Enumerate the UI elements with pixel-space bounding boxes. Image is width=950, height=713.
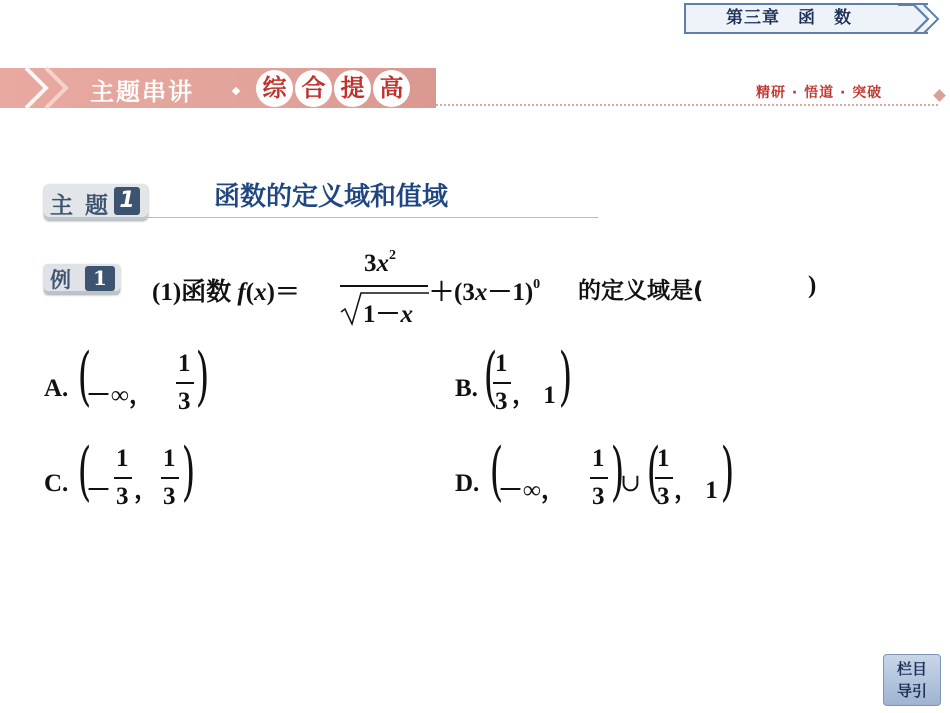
option-b-right: ， 1 <box>512 382 556 409</box>
banner-highlight <box>256 70 410 107</box>
option-d-num1: 1 <box>592 445 605 472</box>
paren-left: ( <box>77 340 92 414</box>
option-d-num2: 1 <box>657 445 670 472</box>
paren-right: ) <box>720 435 735 509</box>
second-term: $+(3x-1)^0$ <box>429 277 541 306</box>
paren-left: ( <box>489 435 504 509</box>
topic-title: 函数的定义域和值域 <box>214 182 449 212</box>
fraction-bar <box>493 382 511 384</box>
fraction-bar <box>161 477 179 479</box>
chevron-right-icon <box>896 0 946 38</box>
term-var: x <box>474 279 488 306</box>
paren-right: ) <box>610 435 625 509</box>
option-b-label[interactable]: B. <box>455 375 478 402</box>
question-suffix-text: 的定义域是( <box>578 278 704 304</box>
option-c-num1: 1 <box>116 445 129 472</box>
paren-right: ) <box>558 340 573 414</box>
option-d-den1: 3 <box>592 483 605 510</box>
topic-label: 主 题 <box>50 193 111 219</box>
den-var: x <box>400 301 414 328</box>
question-suffix <box>578 272 704 305</box>
section-nav-button[interactable] <box>883 654 941 706</box>
den-text: 1－ <box>363 301 401 328</box>
option-c-den1: 3 <box>116 483 129 510</box>
option-d-right: ， 1 <box>674 477 718 504</box>
fraction-denominator <box>363 294 413 330</box>
double-chevron-icon <box>20 66 90 110</box>
fraction-bar <box>114 477 132 479</box>
option-a-num: 1 <box>178 350 191 377</box>
option-a-den: 3 <box>178 388 191 415</box>
topic-number: 1 <box>114 187 140 215</box>
example-number: 1 <box>85 266 115 291</box>
option-c-comma: ， <box>134 477 160 504</box>
num-var: x <box>376 250 389 277</box>
option-c-label[interactable]: C. <box>44 470 69 497</box>
option-b-den: 3 <box>495 388 508 415</box>
fraction-bar <box>590 477 608 479</box>
paren-left: ( <box>646 435 661 509</box>
diamond-icon <box>933 89 946 102</box>
paren-right: ) <box>181 435 196 509</box>
term-exp: 0 <box>533 277 541 292</box>
option-d-union: ∪ <box>620 470 641 497</box>
option-d-den2: 3 <box>657 483 670 510</box>
banner-char: 提 <box>334 70 371 107</box>
num-coef: 3 <box>364 250 377 277</box>
fraction-bar <box>655 477 673 479</box>
option-d-left: －∞， <box>498 477 566 504</box>
banner-char: 合 <box>295 70 332 107</box>
nav-line2: 导引 <box>896 682 927 700</box>
fraction-bar <box>176 382 194 384</box>
banner-title: 主题串讲 <box>90 78 194 106</box>
option-c-neg: － <box>86 477 112 504</box>
option-c-den2: 3 <box>163 483 176 510</box>
example-label: 例 <box>50 268 71 292</box>
option-a-left: －∞， <box>86 382 154 409</box>
paren-left: ( <box>77 435 92 509</box>
answer-blank-close: ) <box>808 272 817 299</box>
chapter-tag[interactable]: 第三章 函 数 <box>684 3 928 34</box>
banner-char: 综 <box>256 70 293 107</box>
nav-line1: 栏目 <box>896 660 927 678</box>
func-name: f <box>237 279 246 306</box>
option-c-num2: 1 <box>163 445 176 472</box>
paren-right: ) <box>195 340 210 414</box>
num-exp: 2 <box>389 248 396 263</box>
func-var: x <box>254 279 267 306</box>
option-a-label[interactable]: A. <box>44 375 69 402</box>
banner-char: 高 <box>373 70 410 107</box>
fraction-numerator <box>364 250 396 278</box>
term-close: －1) <box>487 279 534 306</box>
banner-slogan: 精研 · 悟道 · 突破 <box>756 85 883 101</box>
question-prefix: (1)函数 f(x)＝ <box>152 279 300 306</box>
topic-divider <box>148 217 598 218</box>
fraction-bar <box>340 285 428 287</box>
question-prefix-text: (1)函数 <box>152 279 238 306</box>
term-open: (3 <box>454 279 475 306</box>
paren-left: ( <box>483 340 498 414</box>
option-d-label[interactable]: D. <box>455 470 480 497</box>
option-b-num: 1 <box>495 350 508 377</box>
banner-divider <box>436 104 938 106</box>
